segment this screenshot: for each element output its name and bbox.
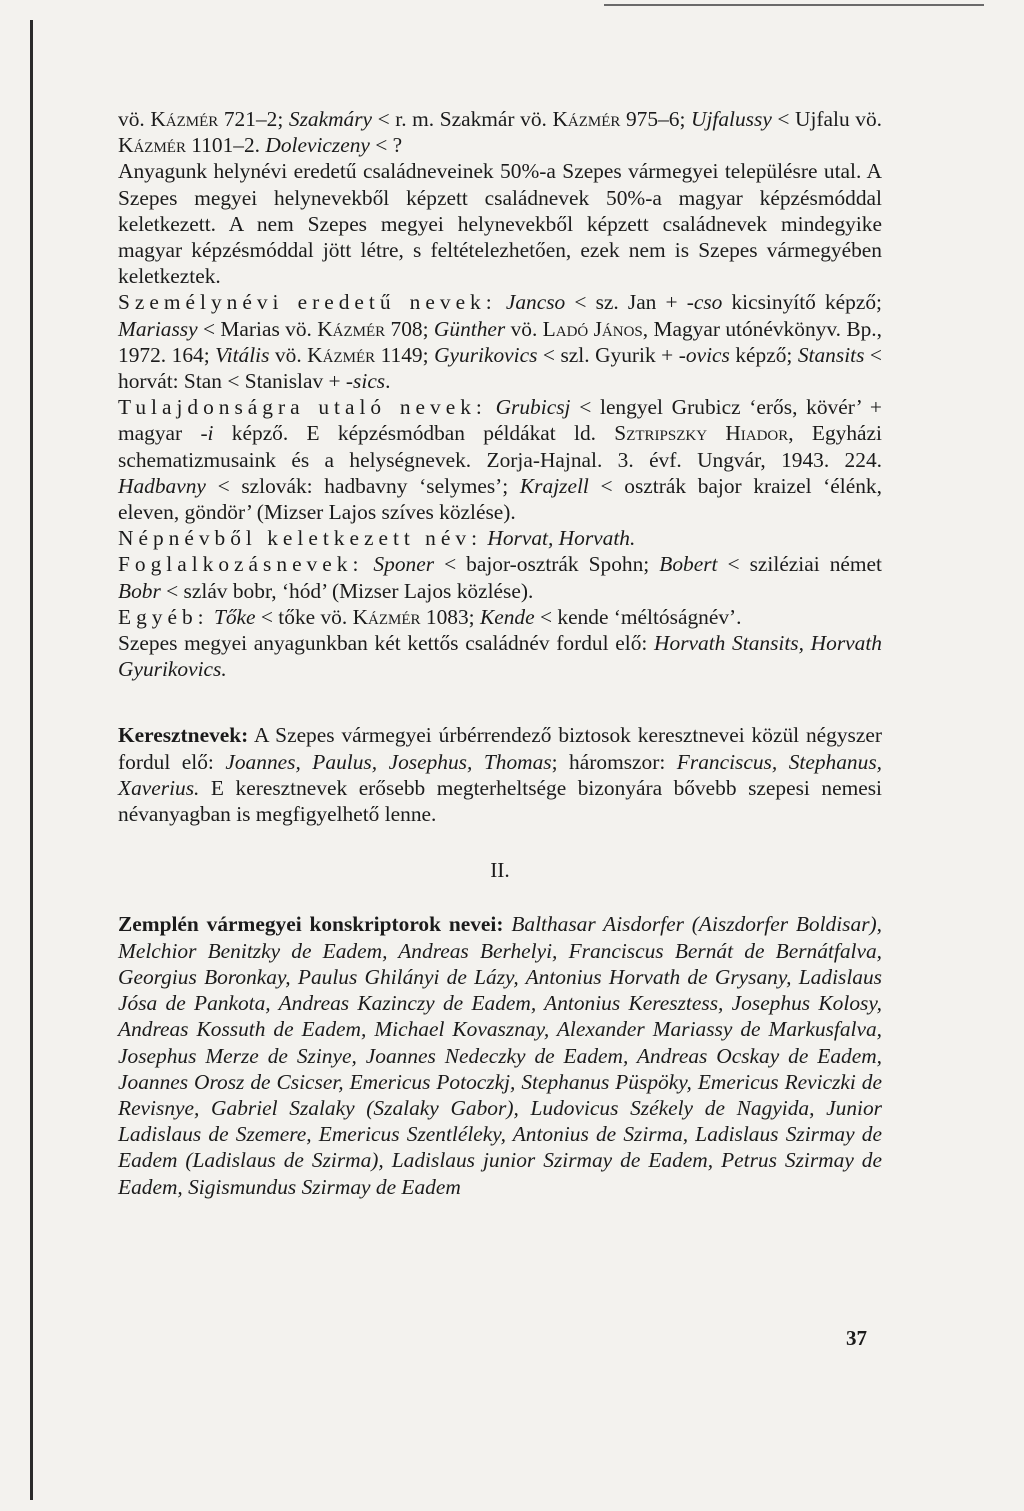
term-heading: Keresztnevek: xyxy=(118,723,249,748)
name-example: Doleviczeny xyxy=(265,133,370,158)
author-name: Kázmér xyxy=(317,316,386,341)
category-label: Egyéb: xyxy=(118,604,209,629)
page-number: 37 xyxy=(846,1326,867,1350)
name-example: Horvat, Horvath. xyxy=(487,526,636,551)
text: , Egyházi schematizmusaink és a helységnevek. Zorja-Hajnal. 3. évf. Ungvár, 1943. 224. xyxy=(118,421,882,472)
paragraph-5 xyxy=(118,525,882,551)
paragraph-keresztnevek xyxy=(118,722,882,827)
text: < osztrák bajor kraizel ‘élénk, eleven, göndör’ (Mizser Lajos szíves közlése). xyxy=(118,473,882,525)
text: < kende ‘méltóságnév’. xyxy=(534,604,742,629)
text: < horvát: Stan < Stanislav + xyxy=(118,342,882,394)
text: < sz. Jan + xyxy=(565,290,687,315)
paragraph-8 xyxy=(118,630,882,682)
name-list: Franciscus, Stephanus, Xaverius. xyxy=(118,749,882,800)
name-example: Stansits xyxy=(797,342,865,367)
author-name: Ladó János xyxy=(542,316,643,341)
paragraph-4 xyxy=(118,394,882,525)
text: < szlovák: hadbavny ‘selymes’; xyxy=(205,473,520,498)
text: < szl. Gyurik + xyxy=(537,342,679,367)
text: A Szepes vármegyei úrbérrendező biztosok keresztnevei közül négyszer fordul elő: xyxy=(118,723,882,774)
name-list: Joannes, Paulus, Josephus, Thomas xyxy=(225,749,552,774)
scan-edge-left xyxy=(30,20,33,1500)
text: 708; xyxy=(385,316,434,341)
name-example: Mariassy xyxy=(118,316,198,341)
text: < bajor-osztrák Spohn; xyxy=(434,552,660,577)
paragraph-1 xyxy=(118,106,882,158)
suffix: -cso xyxy=(686,290,723,315)
name-list: Balthasar Aisdorfer (Aiszdorfer Boldisar), Melchior Benitzky de Eadem, Andreas Berhelyi, Franciscus Bernát de Bernátfalva, Georgius Boronkay, Paulus Ghilányi de Lázy, Antonius Horvath de Grysany, Ladislaus Jósa de Pankota, Andreas Kazinczy de Eadem, Antonius Keresztess, Josephus Kolosy, Andreas Kossuth de Eadem, Michael Kovasznay, Alexander Mariassy de Markusfalva, Josephus Merze de Szinye, Joannes Nedeczky de Eadem, Andreas Ocskay de Eadem, Joannes Orosz de Csicser, Emericus Potoczkj, Stephanus Püspöky, Emericus Reviczki de Revisnye, Gabriel Szalaky (Szalaky Gabor), Ludovicus Székely de Nagyida, Junior Ladislaus de Szemere, Emericus Szentléleky, Antonius de Szirma, Ladislaus Szirmay de Eadem (Ladislaus de Szirma), Ladislaus junior Szirmay de Eadem, Petrus Szirmay de Eadem, Sigismundus Szirmay de Eadem xyxy=(118,912,882,1199)
text: képző. E képzésmódban példákat ld. xyxy=(213,421,615,446)
name-example: Vitális xyxy=(215,342,270,367)
name-example: Bobr xyxy=(118,578,161,603)
text: 1101–2. xyxy=(185,133,266,158)
name-example: Bobert xyxy=(659,552,718,577)
name-example: Sponer xyxy=(373,552,435,577)
name-example: Jancso xyxy=(505,290,566,315)
paragraph-2: Anyagunk helynévi eredetű családneveinek 50%-a Szepes vármegyei településre utal. A Szepes megyei helynevekből képzett családnevek 50%-a magyar képzésmóddal keletkezett. A nem Szepes megyei helynevekből képzett családnevek mindegyike magyar képzésmóddal jött létre, s feltételezhetően, ezek nem is Szepes vármegyében keletkeztek. xyxy=(118,159,882,289)
author-name: Kázmér xyxy=(150,107,219,131)
category-label: Foglalkozásnevek: xyxy=(118,552,364,577)
text: 1149; xyxy=(375,342,435,367)
name-example: Krajzell xyxy=(519,473,589,498)
text: 1083; xyxy=(420,604,480,629)
name-example: Horvath Stansits, Horvath Gyurikovics. xyxy=(118,631,882,682)
page-body xyxy=(118,106,882,1200)
category-label: Népnévből keletkezett név: xyxy=(118,526,483,551)
name-example: Ujfalussy xyxy=(691,107,772,131)
author-name: Kázmér xyxy=(118,133,186,158)
text: 721–2; xyxy=(218,107,289,131)
name-example: Szakmáry xyxy=(288,107,373,131)
name-example: Kende xyxy=(479,604,535,629)
text: < szláv bobr, ‘hód’ (Mizser Lajos közlése). xyxy=(160,578,534,603)
name-example: Grubicsj xyxy=(495,395,571,420)
name-example: Günther xyxy=(433,316,506,341)
text: < sziléziai német xyxy=(717,552,882,577)
text: vö. xyxy=(118,107,151,131)
term-heading: Zemplén vármegyei konskriptorok nevei: xyxy=(118,912,504,937)
paragraph-7 xyxy=(118,604,882,630)
text: < Marias vö. xyxy=(197,316,318,341)
name-example: Hadbavny xyxy=(118,473,206,498)
text: kicsinyítő képző; xyxy=(722,290,882,315)
category-label: Személynévi eredetű nevek: xyxy=(118,290,497,315)
suffix: -i xyxy=(200,421,214,446)
text: képző; xyxy=(729,342,798,367)
scan-edge-top xyxy=(604,4,984,6)
paragraph-3 xyxy=(118,289,882,394)
text: vö. xyxy=(269,342,308,367)
author-name: Sztripszky Hiador xyxy=(614,421,789,446)
suffix: -sics xyxy=(345,369,386,394)
text: < ? xyxy=(369,133,403,158)
suffix: -ovics xyxy=(678,342,730,367)
text: . xyxy=(385,369,391,394)
author-name: Kázmér xyxy=(307,342,376,367)
text: < Ujfalu vö. xyxy=(771,107,883,131)
text: Szepes megyei anyagunkban két kettős családnév fordul elő: xyxy=(118,631,655,656)
text: ; háromszor: xyxy=(551,749,677,774)
text: < tőke vö. xyxy=(255,604,353,629)
text: 975–6; xyxy=(620,107,691,131)
paragraph-zemplen xyxy=(118,911,882,1199)
text: < lengyel Grubicz ‘erős, kövér’ + magyar xyxy=(118,395,882,446)
text: E keresztnevek erősebb megterheltsége bizonyára bővebb szepesi nemesi névanyagban is megfigyelhető lenne. xyxy=(118,775,882,827)
paragraph-6 xyxy=(118,551,882,603)
section-heading: II. xyxy=(490,858,510,883)
name-example: Tőke xyxy=(213,604,256,629)
text: , Magyar utónévkönyv. Bp., 1972. 164; xyxy=(118,316,883,367)
author-name: Kázmér xyxy=(552,107,621,131)
category-label: Tulajdonságra utaló nevek: xyxy=(118,395,487,420)
text: < r. m. Szakmár vö. xyxy=(372,107,553,131)
text: vö. xyxy=(505,316,543,341)
author-name: Kázmér xyxy=(352,604,421,629)
name-example: Gyurikovics xyxy=(434,342,538,367)
